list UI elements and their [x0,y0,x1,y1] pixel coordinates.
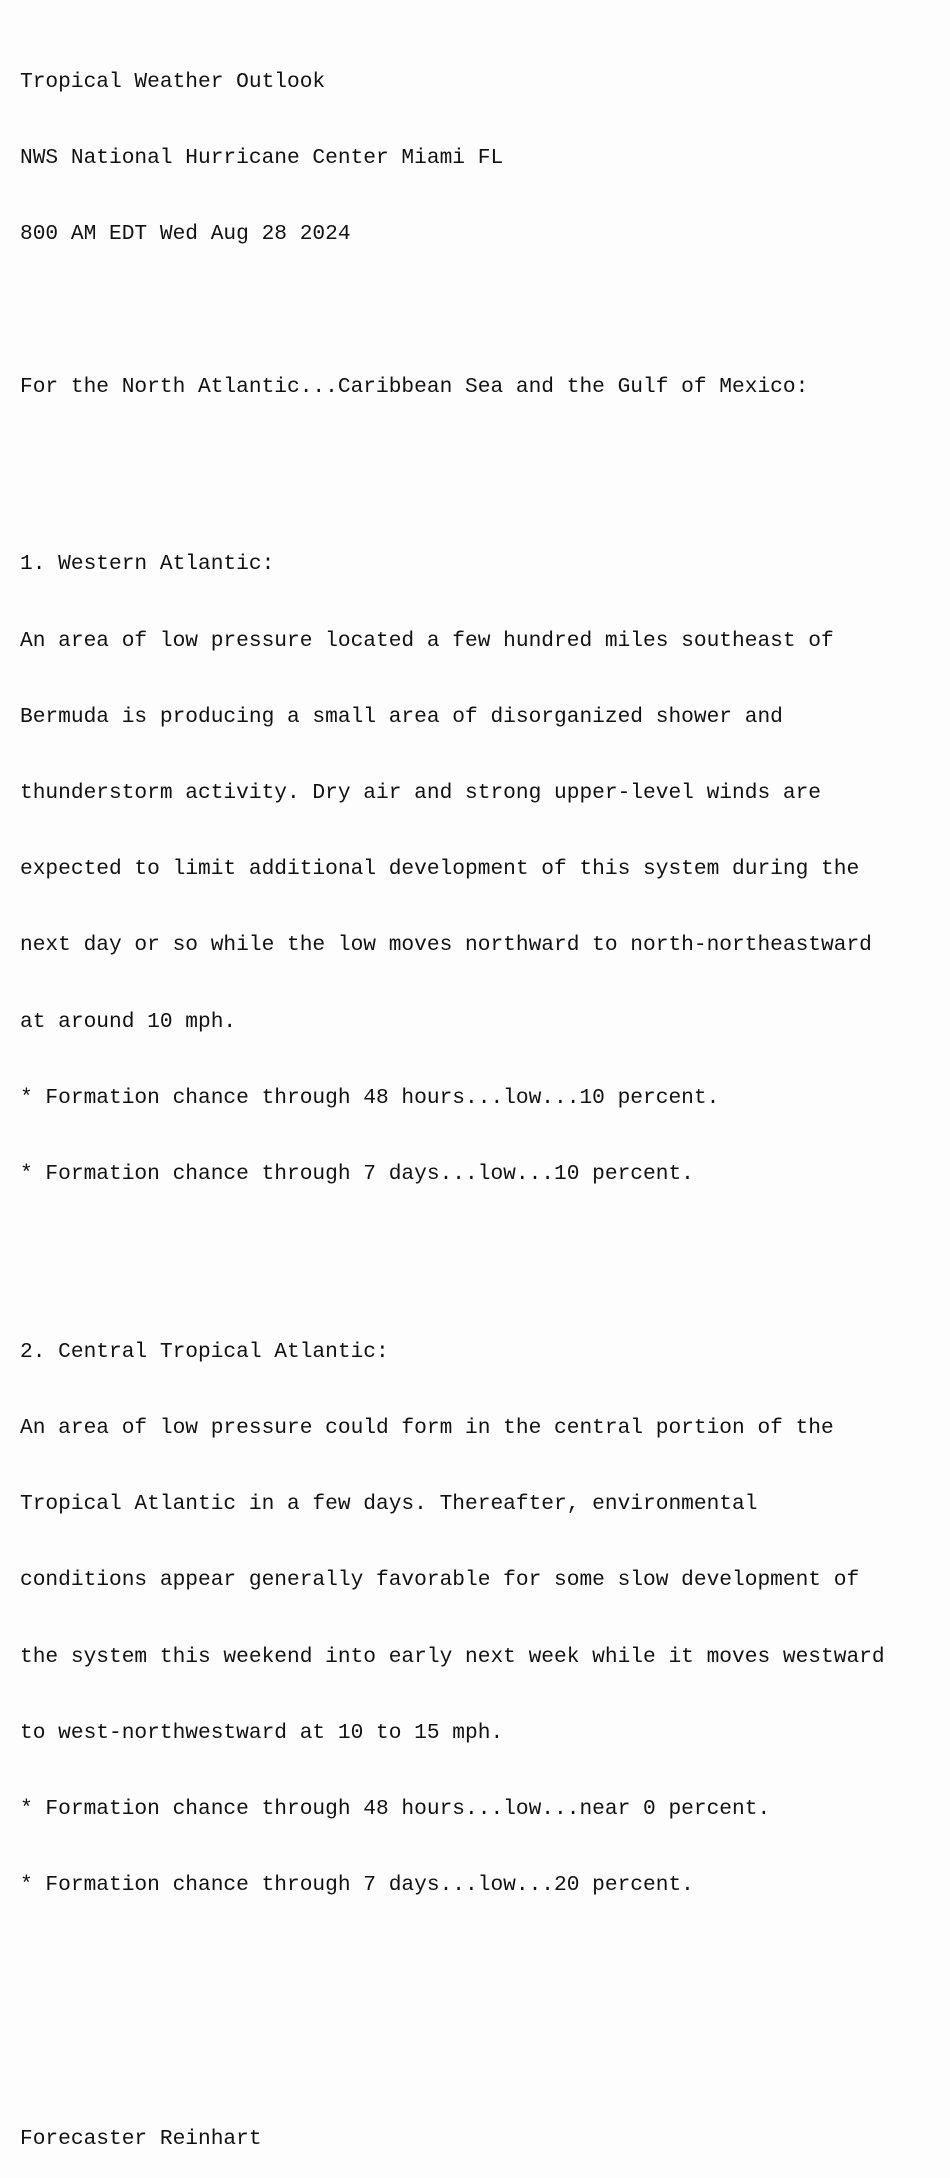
system-1-chance-48h: * Formation chance through 48 hours...low...10 percent. [20,1085,720,1110]
system-1-text-line: Bermuda is producing a small area of disorganized shower and [20,704,783,729]
system-1-text-line: next day or so while the low moves northward to north-northeastward [20,933,872,958]
system-1-text-line: at around 10 mph. [20,1009,237,1034]
system-2-text-line: An area of low pressure could form in the central portion of the [20,1416,834,1441]
outlook-document [20,19,885,2178]
issuing-office: NWS National Hurricane Center Miami FL [20,146,504,171]
system-2-text-line: the system this weekend into early next week while it moves westward [20,1644,885,1669]
system-1-chance-7d: * Formation chance through 7 days...low...10 percent. [20,1162,694,1187]
system-2-chance-7d: * Formation chance through 7 days...low...20 percent. [20,1873,694,1898]
intro-line: For the North Atlantic...Caribbean Sea and the Gulf of Mexico: [20,374,809,399]
forecaster-signature: Forecaster Reinhart [20,2127,262,2152]
system-2-heading: 2. Central Tropical Atlantic: [20,1339,389,1364]
spacer [20,2026,885,2051]
issue-time: 800 AM EDT Wed Aug 28 2024 [20,222,351,247]
system-2-text-line: to west-northwestward at 10 to 15 mph. [20,1720,504,1745]
system-2-text-line: conditions appear generally favorable for some slow development of [20,1568,860,1593]
system-1-text-line: expected to limit additional development of this system during the [20,857,860,882]
system-2-text-line: Tropical Atlantic in a few days. Thereafter, environmental [20,1492,758,1517]
spacer [20,1238,885,1263]
system-1-text-line: thunderstorm activity. Dry air and strong upper-level winds are [20,781,822,806]
spacer [20,451,885,476]
spacer [20,298,885,323]
system-2-chance-48h: * Formation chance through 48 hours...low...near 0 percent. [20,1797,771,1822]
document-title: Tropical Weather Outlook [20,69,326,94]
system-1-text-line: An area of low pressure located a few hundred miles southeast of [20,628,834,653]
spacer [20,1950,885,1975]
system-1-heading: 1. Western Atlantic: [20,552,275,577]
